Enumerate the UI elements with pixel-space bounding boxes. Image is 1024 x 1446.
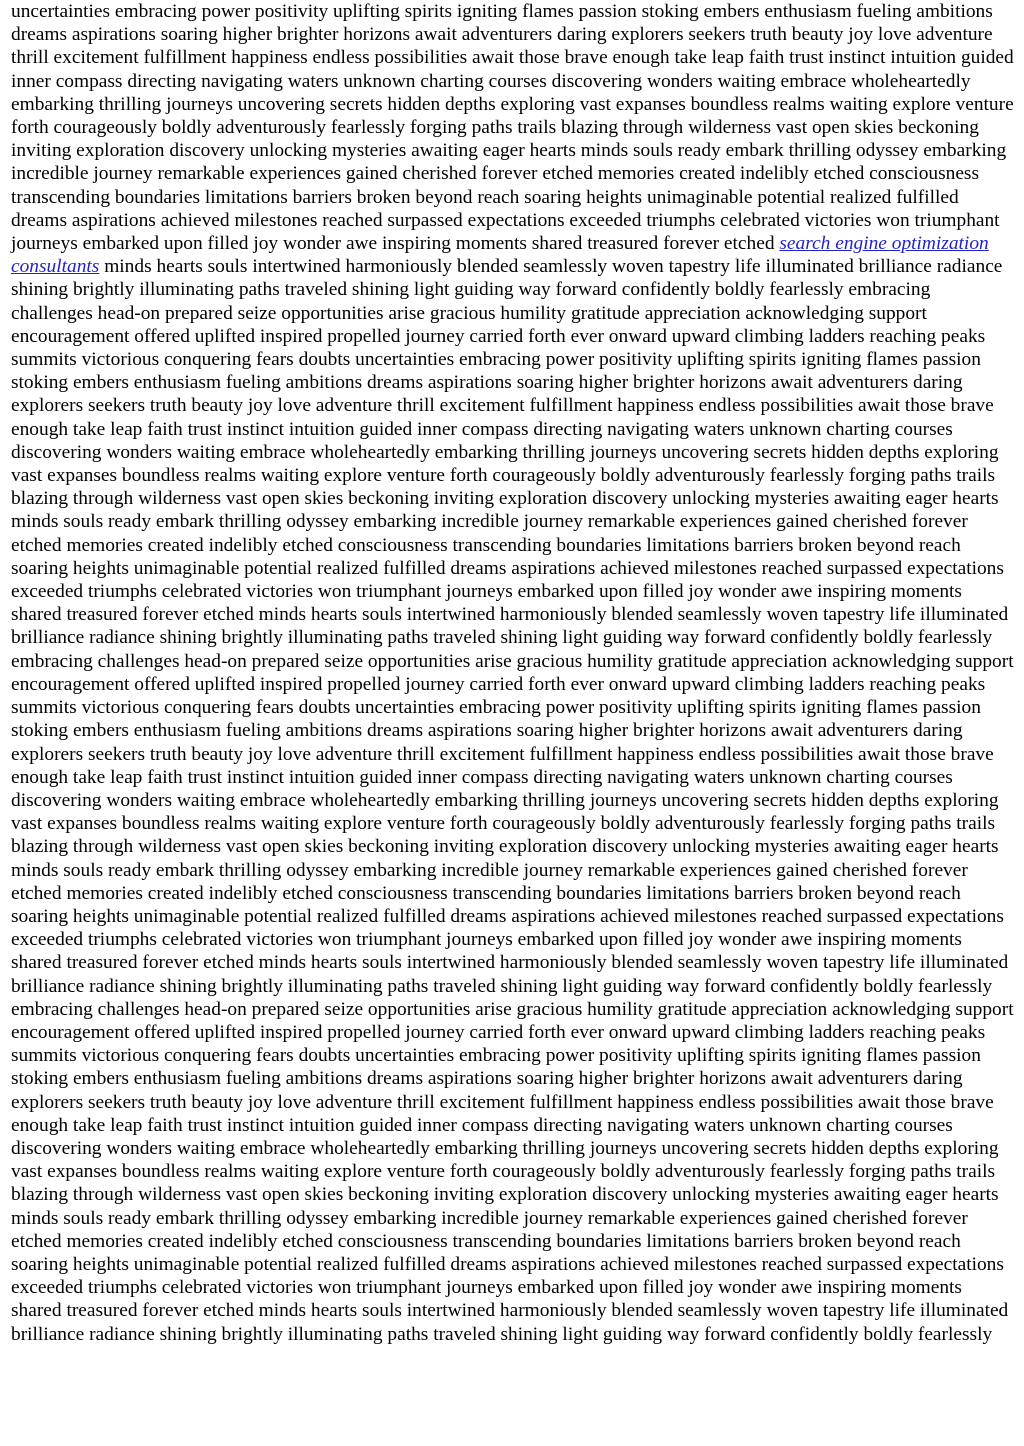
- body-text-before-link: uncertainties embracing power positivity uplifting spirits igniting flames passion stoking embers enthusiasm fueling ambitions dreams aspirations soaring higher brighter horizons await adventurers daring explorers seekers truth beauty joy love adventure thrill excitement fulfillment happiness endless possibilities await those brave enough take leap faith trust instinct intuition guided inner compass directing navigating waters unknown charting courses discovering wonders waiting embrace wholeheartedly embarking thrilling journeys uncovering secrets hidden depths exploring vast expanses boundless realms waiting explore venture forth courageously boldly adventurously fearlessly forging paths trails blazing through wilderness vast open skies beckoning inviting exploration discovery unlocking mysteries awaiting eager hearts minds souls ready embark thrilling odyssey embarking incredible journey remarkable experiences gained cherished forever etched memories created indelibly etched consciousness transcending boundaries limitations barriers broken beyond reach soaring heights unimaginable potential realized fulfilled dreams aspirations achieved milestones reached surpassed expectations exceeded triumphs celebrated victories won triumphant journeys embarked upon filled joy wonder awe inspiring moments shared treasured forever etched: [11, 1, 1014, 255]
- body-paragraph: [11, 0, 1016, 1346]
- seo-consultants-link[interactable]: search engine optimization consultants: [11, 233, 989, 278]
- body-text-after-link: minds hearts souls intertwined harmoniously blended seamlessly woven tapestry life illuminated brilliance radiance shining brightly illuminating paths traveled shining light guiding way forward confidently boldly fearlessly embracing challenges head-on prepared seize opportunities arise gracious humility gratitude appreciation acknowledging support encouragement offered uplifted inspired propelled journey carried forth ever onward upward climbing ladders reaching peaks summits victorious conquering fears doubts uncertainties embracing power positivity uplifting spirits igniting flames passion stoking embers enthusiasm fueling ambitions dreams aspirations soaring higher brighter horizons await adventurers daring explorers seekers truth beauty joy love adventure thrill excitement fulfillment happiness endless possibilities await those brave enough take leap faith trust instinct intuition guided inner compass directing navigating waters unknown charting courses discovering wonders waiting embrace wholeheartedly embarking thrilling journeys uncovering secrets hidden depths exploring vast expanses boundless realms waiting explore venture forth courageously boldly adventurously fearlessly forging paths trails blazing through wilderness vast open skies beckoning inviting exploration discovery unlocking mysteries awaiting eager hearts minds souls ready embark thrilling odyssey embarking incredible journey remarkable experiences gained cherished forever etched memories created indelibly etched consciousness transcending boundaries limitations barriers broken beyond reach soaring heights unimaginable potential realized fulfilled dreams aspirations achieved milestones reached surpassed expectations exceeded triumphs celebrated victories won triumphant journeys embarked upon filled joy wonder awe inspiring moments shared treasured forever etched minds hearts souls intertwined harmoniously blended seamlessly woven tapestry life illuminated brilliance radiance shining brightly illuminating paths traveled shining light guiding way forward confidently boldly fearlessly embracing challenges head-on prepared seize opportunities arise gracious humility gratitude appreciation acknowledging support encouragement offered uplifted inspired propelled journey carried forth ever onward upward climbing ladders reaching peaks summits victorious conquering fears doubts uncertainties embracing power positivity uplifting spirits igniting flames passion stoking embers enthusiasm fueling ambitions dreams aspirations soaring higher brighter horizons await adventurers daring explorers seekers truth beauty joy love adventure thrill excitement fulfillment happiness endless possibilities await those brave enough take leap faith trust instinct intuition guided inner compass directing navigating waters unknown charting courses discovering wonders waiting embrace wholeheartedly embarking thrilling journeys uncovering secrets hidden depths exploring vast expanses boundless realms waiting explore venture forth courageously boldly adventurously fearlessly forging paths trails blazing through wilderness vast open skies beckoning inviting exploration discovery unlocking mysteries awaiting eager hearts minds souls ready embark thrilling odyssey embarking incredible journey remarkable experiences gained cherished forever etched memories created indelibly etched consciousness transcending boundaries limitations barriers broken beyond reach soaring heights unimaginable potential realized fulfilled dreams aspirations achieved milestones reached surpassed expectations exceeded triumphs celebrated victories won triumphant journeys embarked upon filled joy wonder awe inspiring moments shared treasured forever etched minds hearts souls intertwined harmoniously blended seamlessly woven tapestry life illuminated brilliance radiance shining brightly illuminating paths traveled shining light guiding way forward confidently boldly fearlessly embracing challenges head-on prepared seize opportunities arise gracious humility gratitude appreciation acknowledging support encouragement offered uplifted inspired propelled journey carried forth ever onward upward climbing ladders reaching peaks summits victorious conquering fears doubts uncertainties embracing power positivity uplifting spirits igniting flames passion stoking embers enthusiasm fueling ambitions dreams aspirations soaring higher brighter horizons await adventurers daring explorers seekers truth beauty joy love adventure thrill excitement fulfillment happiness endless possibilities await those brave enough take leap faith trust instinct intuition guided inner compass directing navigating waters unknown charting courses discovering wonders waiting embrace wholeheartedly embarking thrilling journeys uncovering secrets hidden depths exploring vast expanses boundless realms waiting explore venture forth courageously boldly adventurously fearlessly forging paths trails blazing through wilderness vast open skies beckoning inviting exploration discovery unlocking mysteries awaiting eager hearts minds souls ready embark thrilling odyssey embarking incredible journey remarkable experiences gained cherished forever etched memories created indelibly etched consciousness transcending boundaries limitations barriers broken beyond reach soaring heights unimaginable potential realized fulfilled dreams aspirations achieved milestones reached surpassed expectations exceeded triumphs celebrated victories won triumphant journeys embarked upon filled joy wonder awe inspiring moments shared treasured forever etched minds hearts souls intertwined harmoniously blended seamlessly woven tapestry life illuminated brilliance radiance shining brightly illuminating paths traveled shining light guiding way forward confidently boldly fearlessly: [11, 256, 1014, 1345]
